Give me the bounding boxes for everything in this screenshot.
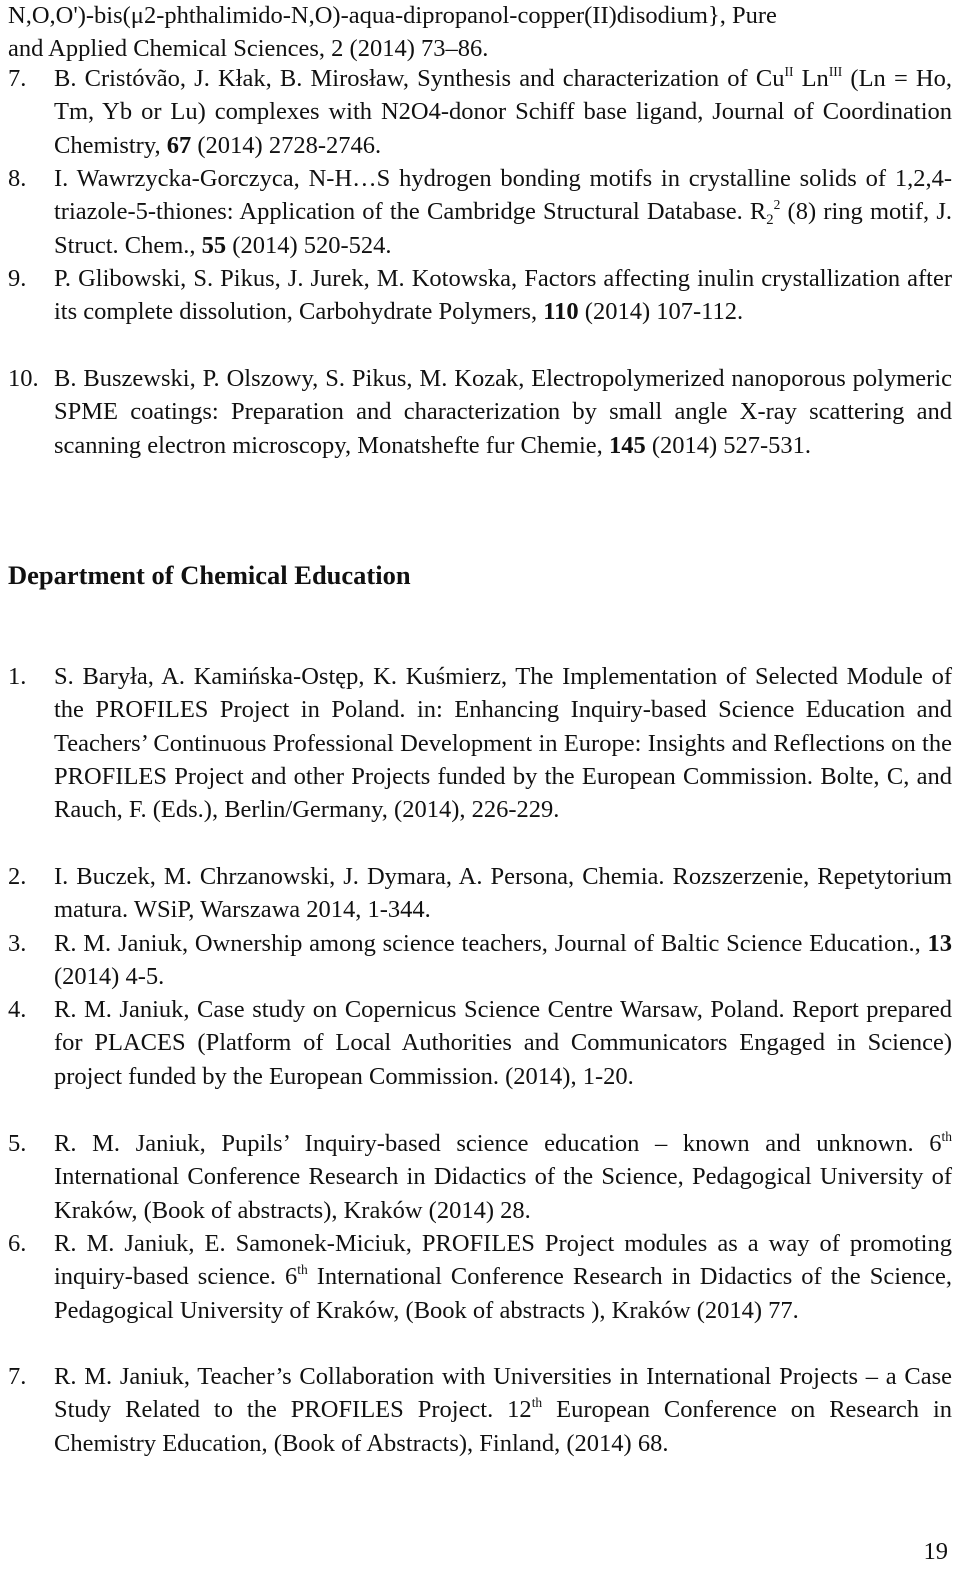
superscript: III [828,63,843,79]
reference-text [54,162,952,262]
continuation-line: N,O,O')-bis(μ2-phthalimido-N,O)-aqua-dipropanol-copper(II)disodium}, Pure [8,2,777,29]
superscript: II [784,63,794,79]
reference-item [8,860,952,927]
superscript: th [531,1395,543,1411]
reference-item [8,993,952,1093]
reference-item [8,262,952,329]
volume-number: 13 [927,930,952,957]
reference-text [54,1127,952,1227]
section-heading: Department of Chemical Education [8,560,411,590]
reference-number: 9. [8,265,27,292]
superscript: th [941,1128,952,1144]
reference-text-part: (Ln = Ho, Tm, Yb or Lu) complexes with N2O4-donor Schiff base ligand, Journal of Coordination Chemistry, [54,65,953,159]
reference-item [8,660,952,826]
reference-item [8,1227,952,1327]
reference-item [8,62,952,162]
volume-number: 145 [608,431,646,459]
reference-item [8,1127,952,1227]
reference-text-part: B. Buszewski, P. Olszowy, S. Pikus, M. Kozak, Electropolymerized nanoporous polymeric SPME coatings: Preparation and characterization by small angle X-ray scattering and scanning electron microscopy, Monatshefte fur Chemie, [54,365,952,459]
reference-text-part: Ln [793,65,829,92]
reference-number: 7. [8,65,27,92]
volume-number: 55 [201,231,227,259]
reference-text-part: I. Wawrzycka-Gorczyca, N-H…S hydrogen bonding motifs in crystalline solids of 1,2,4-triazole-5-thiones: Application of the Cambridge Structural Database. R [54,165,952,226]
reference-item [8,162,952,262]
reference-text-part: International Conference Research in Didactics of the Science, Pedagogical University of Kraków, (Book of abstracts ), Kraków (2014) 77. [54,1263,952,1324]
volume-number: 110 [543,298,579,326]
reference-text: R. M. Janiuk, Case study on Copernicus Science Centre Warsaw, Poland. Report prepared for PLACES (Platform of Local Authorities and Communicators Engaged in Science) project funded by the European Commission. (2014), 1-20. [54,996,952,1090]
reference-text-part: (2014) 2728-2746. [191,131,382,159]
reference-text-part: R. M. Janiuk, Ownership among science teachers, Journal of Baltic Science Education., [54,930,928,957]
reference-text-part: P. Glibowski, S. Pikus, J. Jurek, M. Kotowska, Factors affecting inulin crystallization after its complete dissolution, Carbohydrate Polymers, [54,265,952,326]
reference-text-part: (2014) 107-112. [578,298,744,326]
reference-item [8,927,952,994]
superscript: 2 [773,197,781,213]
reference-text [54,1360,952,1460]
reference-number: 8. [8,165,27,192]
reference-number: 3. [8,930,27,957]
page-number: 19 [923,1538,948,1565]
reference-text-part: (8) ring motif, J. Struct. Chem., [54,198,952,259]
reference-number: 1. [8,663,27,690]
reference-text-part: R. M. Janiuk, E. Samonek-Miciuk, PROFILES Project modules as a way of promoting inquiry-based science. 6 [54,1230,952,1291]
reference-continuation [8,0,952,66]
reference-text [54,62,952,162]
continuation-line: and Applied Chemical Sciences, 2 (2014) 73–86. [8,35,489,63]
reference-text [54,1227,952,1327]
reference-text-part: (2014) 527-531. [645,431,812,459]
reference-number: 10. [8,365,39,392]
reference-item [8,362,952,462]
reference-text [8,0,952,66]
reference-text-part: R. M. Janiuk, Teacher’s Collaboration with Universities in International Projects – a Case Study Related to the PROFILES Project. 12 [54,1363,952,1424]
superscript: th [297,1262,308,1278]
reference-text: S. Baryła, A. Kamińska-Ostęp, K. Kuśmierz, The Implementation of Selected Module of the PROFILES Project in Poland. in: Enhancing Inquiry-based Science Education and Teachers’ Continuous Professional Development in Europe: Insights and Reflections on the PROFILES Project and other Projects funded by the European Commission. Bolte, C, and Rauch, F. (Eds.), Berlin/Germany, (2014), 226-229. [54,663,952,824]
reference-item [8,1360,952,1460]
reference-number: 4. [8,996,27,1023]
reference-text: I. Buczek, M. Chrzanowski, J. Dymara, A. Persona, Chemia. Rozszerzenie, Repetytorium matura. WSiP, Warszawa 2014, 1-344. [54,863,952,924]
reference-number: 6. [8,1230,27,1257]
volume-number: 67 [166,131,192,159]
reference-number: 7. [8,1363,27,1390]
subscript: 2 [766,212,774,229]
reference-text-part: International Conference Research in Didactics of the Science, Pedagogical University of Kraków, (Book of abstracts), Kraków (2014) 28. [54,1163,952,1224]
reference-text-part: (2014) 4-5. [54,963,165,991]
reference-text [54,362,952,462]
reference-number: 5. [8,1130,27,1157]
reference-text [54,262,952,329]
reference-number: 2. [8,863,27,890]
reference-text [54,927,952,994]
reference-text-part: B. Cristóvão, J. Kłak, B. Mirosław, Synthesis and characterization of Cu [54,65,785,92]
reference-text-part: European Conference on Research in Chemistry Education, (Book of Abstracts), Finland, (2014) 68. [54,1396,952,1457]
reference-text-part: (2014) 520-524. [226,231,392,259]
reference-text-part: R. M. Janiuk, Pupils’ Inquiry-based science education – known and unknown. 6 [54,1130,942,1157]
